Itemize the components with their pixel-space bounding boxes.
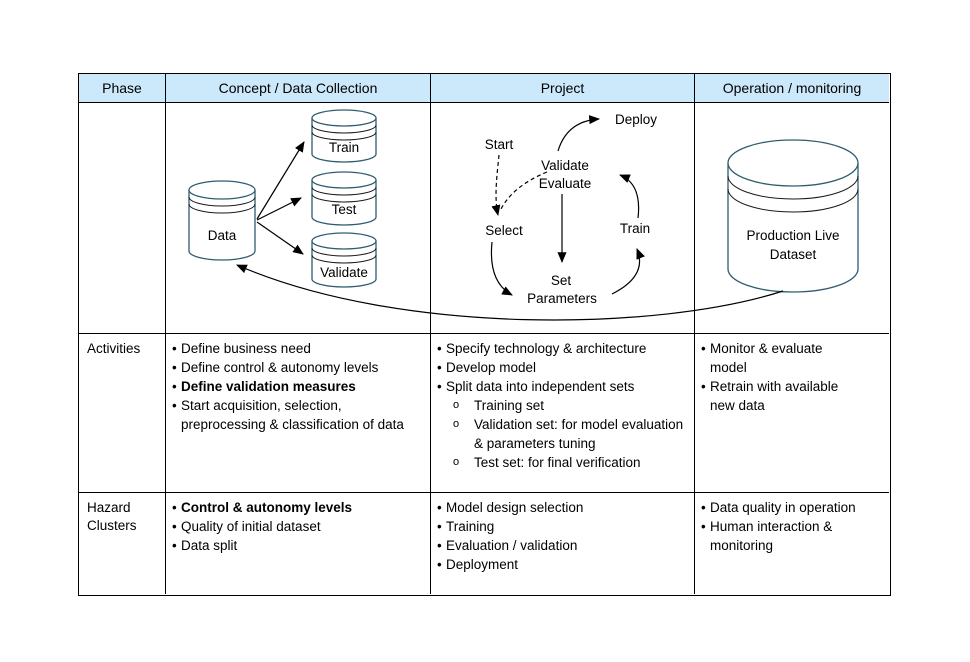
bullet-text: Monitor & evaluate model [710, 341, 823, 375]
bullet-text: Control & autonomy levels [181, 500, 353, 515]
bullet-text: Training set [474, 398, 545, 413]
arrow-data-to-validate [257, 222, 303, 254]
bullet-text: Test set: for final verification [474, 455, 641, 470]
hazard-project-cell [431, 493, 695, 594]
bullet-text: Quality of initial dataset [181, 519, 321, 534]
bullet-item [172, 498, 427, 517]
bullet-text: Define validation measures [181, 379, 356, 394]
arrow-start-to-select [496, 155, 499, 215]
bullet-text: Specify technology & architecture [446, 341, 647, 356]
sub-bullet-marker: o [453, 399, 460, 411]
bullet-marker: • [437, 500, 442, 515]
cycle-start-label: Start [484, 137, 514, 152]
bullet-text: Data split [181, 538, 238, 553]
bullet-item [437, 498, 691, 517]
cycle-deploy-label: Deploy [614, 112, 658, 127]
cycle-train-label: Train [619, 221, 651, 236]
production-live-dataset-cylinder [728, 140, 858, 292]
bullet-marker: • [701, 519, 706, 534]
bullet-marker: • [172, 341, 177, 356]
bullet-text: Evaluation / validation [446, 538, 578, 553]
bullet-text: Define control & autonomy levels [181, 360, 379, 375]
sub-bullet-marker: o [453, 456, 460, 468]
bullet-item [701, 517, 886, 555]
bullet-marker: • [437, 360, 442, 375]
activities-project-cell [431, 334, 695, 493]
bullet-item [701, 498, 886, 517]
bullet-text: Validation set: for model evaluation & parameters tuning [474, 417, 684, 451]
bullet-item [437, 517, 691, 536]
bullet-item [701, 377, 886, 415]
bullet-text: Start acquisition, selection, preprocessing & classification of data [181, 398, 404, 432]
arrow-select-to-set-parameters [491, 242, 512, 295]
header-label: Operation / monitoring [722, 80, 862, 96]
diagram-overlay [78, 102, 888, 333]
data-cylinder [189, 181, 255, 260]
sub-bullet-marker: o [453, 418, 460, 430]
sub-bullet-item [437, 396, 691, 415]
hazard-operation-cell [695, 493, 889, 594]
sub-bullet-item [437, 415, 691, 453]
row-label-activities: Activities [79, 334, 166, 493]
cycle-validate-label: Validate [541, 158, 589, 173]
bullet-item [172, 517, 427, 536]
bullet-marker: • [437, 379, 442, 394]
header-cell-operation [695, 74, 889, 103]
data-cylinder-label: Data [207, 228, 237, 243]
arrow-train-to-validate [620, 175, 639, 218]
bullet-text: Split data into independent sets [446, 379, 635, 394]
arrow-data-to-train [257, 142, 304, 219]
bullet-item [172, 377, 427, 396]
activities-operation-cell [695, 334, 889, 493]
train-cylinder [312, 110, 376, 162]
arrow-validate-to-deploy [558, 119, 599, 151]
production-cylinder-label-line2: Dataset [769, 247, 817, 262]
bullet-marker: • [172, 379, 177, 394]
header-cell-concept [166, 74, 431, 103]
bullet-marker: • [172, 500, 177, 515]
bullet-text: Training [446, 519, 495, 534]
bullet-item [172, 396, 427, 434]
bullet-text: Deployment [446, 557, 519, 572]
test-cylinder [312, 172, 376, 225]
validate-cylinder [312, 233, 376, 287]
bullet-text: Human interaction & monitoring [710, 519, 833, 553]
header-cell-phase [79, 74, 166, 103]
bullet-marker: • [701, 500, 706, 515]
sub-bullet-item [437, 453, 691, 472]
bullet-marker: • [437, 557, 442, 572]
header-label: Phase [102, 80, 142, 96]
bullet-marker: • [437, 519, 442, 534]
header-label: Project [540, 80, 585, 96]
bullet-item [172, 358, 427, 377]
arrow-set-parameters-to-train [612, 249, 640, 294]
bullet-item [172, 339, 427, 358]
bullet-marker: • [172, 398, 177, 413]
bullet-marker: • [172, 538, 177, 553]
bullet-text: Develop model [446, 360, 537, 375]
header-cell-project [431, 74, 695, 103]
bullet-marker: • [172, 360, 177, 375]
cycle-evaluate-label: Evaluate [538, 176, 592, 191]
bullet-marker: • [701, 379, 706, 394]
bullet-marker: • [701, 341, 706, 356]
header-label: Concept / Data Collection [218, 80, 378, 96]
bullet-text: Data quality in operation [710, 500, 856, 515]
activities-concept-cell [166, 334, 431, 493]
cycle-parameters-label: Parameters [527, 291, 597, 306]
test-cylinder-label: Test [331, 202, 357, 217]
cycle-set-label: Set [550, 273, 572, 288]
bullet-text: Retrain with available new data [710, 379, 839, 413]
validate-cylinder-label: Validate [320, 265, 368, 280]
bullet-marker: • [437, 341, 442, 356]
bullet-item [437, 377, 691, 396]
bullet-item [437, 555, 691, 574]
bullet-marker: • [437, 538, 442, 553]
bullet-marker: • [172, 519, 177, 534]
cycle-select-label: Select [485, 223, 523, 238]
hazard-concept-cell [166, 493, 431, 594]
bullet-text: Define business need [181, 341, 311, 356]
row-label-hazard-clusters: Hazard Clusters [79, 493, 166, 594]
bullet-text: Model design selection [446, 500, 584, 515]
train-cylinder-label: Train [328, 140, 360, 155]
production-cylinder-label-line1: Production Live [746, 228, 840, 243]
bullet-item [437, 536, 691, 555]
bullet-item [172, 536, 427, 555]
bullet-item [437, 339, 691, 358]
bullet-item [437, 358, 691, 377]
bullet-item [701, 339, 886, 377]
